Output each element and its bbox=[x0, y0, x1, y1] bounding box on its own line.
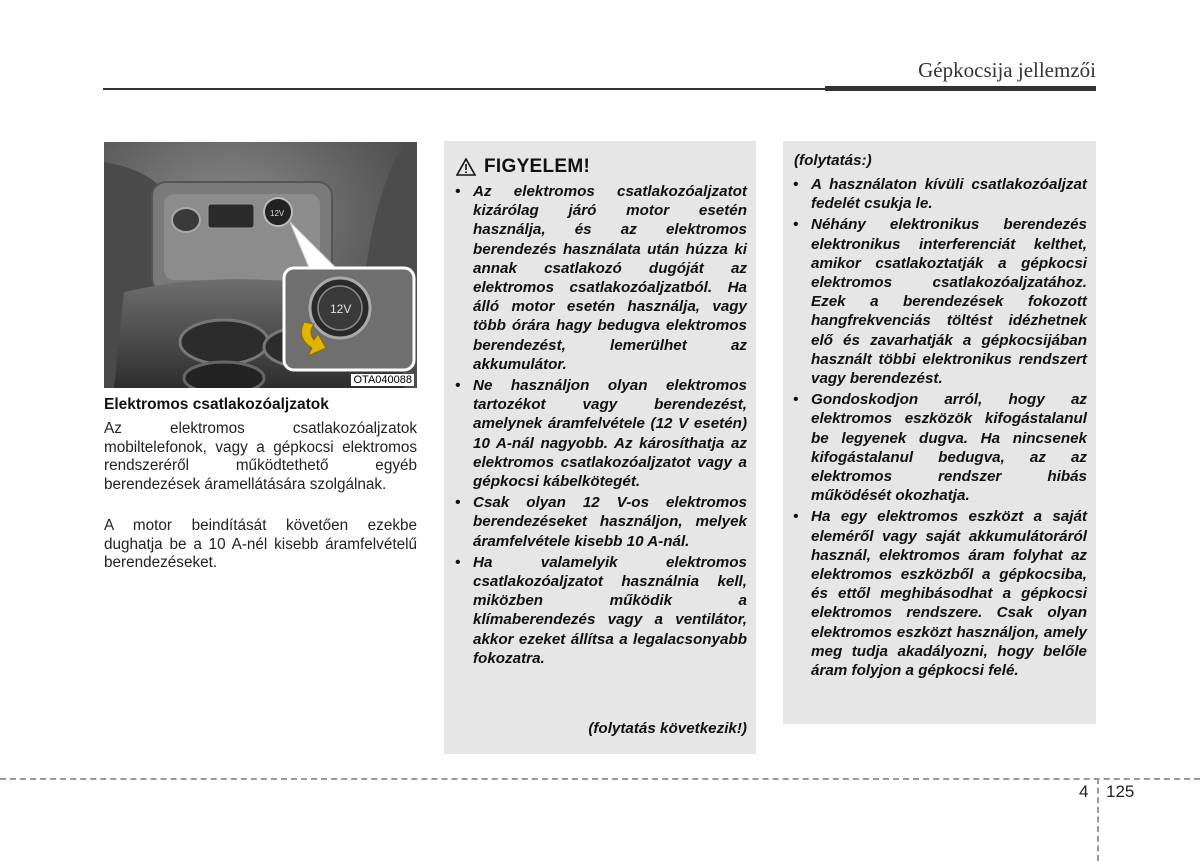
continuation-item: • Gondoskodjon arról, hogy az elektromos eszközök kifogástalanul be legyenek dugva. Ha nincsenek kifogástalanul bedugva, az az elektromos rendszer hibás működését okozhatja. bbox=[793, 391, 1087, 505]
warning-item: • Ha valamelyik elektromos csatlakozóaljzatot használnia kell, miközben működik a klímaberendezés vagy a ventilátor, akkor ezeket állítsa a legalacsonyabb fokozatra. bbox=[455, 553, 747, 667]
warning-triangle-icon bbox=[456, 158, 476, 176]
footer-vertical-rule bbox=[1097, 778, 1099, 861]
page-header-title: Gépkocsija jellemzői bbox=[918, 58, 1096, 82]
warning-item: • Az elektromos csatlakozóaljzatot kizárólag járó motor esetén használja, és az elektromos berendezés használata után húzza ki annak csatlakozó dugóját az elektromos csatlakozóaljzatból. Ha álló motor esetén használja, vagy több órára hagy bedugva elektromos berendezést, lemerülhet az akkumulátor. bbox=[455, 183, 747, 373]
warning-item: • Ne használjon olyan elektromos tartozékot vagy berendezést, amelynek áramfelvétele (12 V esetén) 10 A-nál nagyobb. Az károsíthatja az elektromos csatlakozóaljzatot vagy a gépkocsi kábelkötegét. bbox=[455, 377, 747, 491]
continuation-item: • A használaton kívüli csatlakozóaljzat fedelét csukja le. bbox=[793, 176, 1087, 213]
socket-label: 12V bbox=[270, 209, 285, 218]
continuation-label: (folytatás:) bbox=[794, 152, 872, 169]
page-number: 125 bbox=[1106, 782, 1135, 801]
warning-label: FIGYELEM! bbox=[484, 156, 591, 177]
bullet-dot: • bbox=[793, 176, 799, 193]
bullet-dot: • bbox=[455, 553, 461, 571]
warning-item: • Csak olyan 12 V-os elektromos berendezéseket használjon, melyek áramfelvétele kisebb 10 A-nál. bbox=[455, 494, 747, 550]
bullet-dot: • bbox=[455, 183, 461, 200]
section-title: Elektromos csatlakozóaljzatok bbox=[104, 396, 329, 413]
footer-dashed-rule bbox=[0, 778, 1200, 780]
power-outlet-photo bbox=[104, 142, 417, 388]
warning-heading bbox=[456, 156, 590, 178]
continued-note: (folytatás következik!) bbox=[588, 720, 747, 737]
header-rule-accent bbox=[825, 86, 1096, 91]
bullet-dot: • bbox=[793, 508, 799, 526]
body-paragraph-1: Az elektromos csatlakozóaljzatok mobiltelefonok, vagy a gépkocsi elektromos rendszeréről működtethető egyéb berendezések áramellátására szolgálnak. bbox=[104, 420, 417, 493]
bullet-dot: • bbox=[455, 377, 461, 395]
bullet-dot: • bbox=[793, 391, 799, 409]
section-number: 4 bbox=[1079, 782, 1089, 801]
continuation-item: • Ha egy elektromos eszközt a saját eleméről vagy saját akkumulátoráról használ, elektromos áram folyhat az elektromos eszközből a gépkocsiba, és ettől meghibásodhat a gépkocsi elektromos rendszere. Csak olyan elektromos eszközt használjon, amely meg tudja akadályozni, hogy belőle áram folyjon a gépkocsi felé. bbox=[793, 508, 1087, 680]
warning-list bbox=[455, 182, 747, 670]
photo-code: OTA040088 bbox=[353, 374, 412, 386]
continuation-item: • Néhány elektronikus berendezés elektronikus interferenciát kelthet, amikor csatlakoztatják a gépkocsi elektromos csatlakozóaljzatához. Ezek a berendezések fokozott hangfrekvenciás töltést idézhetnek elő és zavarhatják a gépkocsijában használt többi elektronikus rendszert vagy berendezést. bbox=[793, 216, 1087, 388]
body-paragraph-2: A motor beindítását követően ezekbe dughatja be a 10 A-nél kisebb áramfelvételű berendezéseket. bbox=[104, 517, 417, 572]
bullet-dot: • bbox=[793, 216, 799, 234]
socket-label-zoom: 12V bbox=[330, 302, 352, 316]
console-illustration bbox=[104, 142, 417, 388]
bullet-dot: • bbox=[455, 494, 461, 512]
continuation-list bbox=[793, 175, 1087, 682]
